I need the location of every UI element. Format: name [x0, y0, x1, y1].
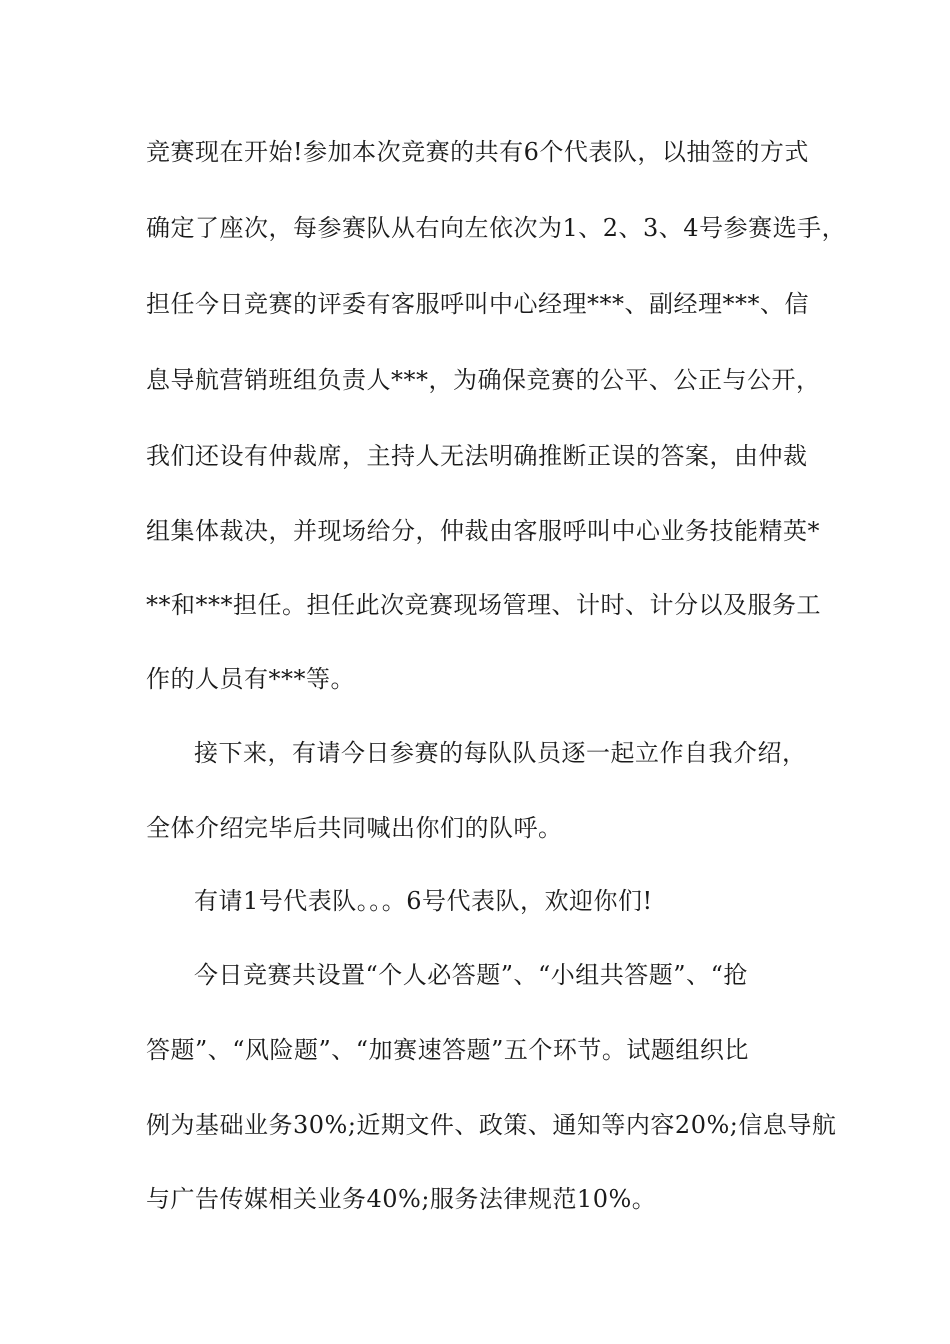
text-line: 与广告传媒相关业务40%;服务法律规范10%。: [146, 1185, 657, 1213]
text-line: 答题”、“风险题”、“加赛速答题”五个环节。试题组织比: [146, 1036, 749, 1064]
text-line: 竞赛现在开始!参加本次竞赛的共有6个代表队，以抽签的方式: [146, 138, 809, 166]
text-line: 组集体裁决，并现场给分，仲裁由客服呼叫中心业务技能精英*: [146, 517, 820, 545]
text-line: 例为基础业务30%;近期文件、政策、通知等内容20%;信息导航: [146, 1111, 837, 1139]
paragraph-first-line: 今日竞赛共设置“个人必答题”、“小组共答题”、“抢: [194, 961, 748, 989]
text-line: 确定了座次，每参赛队从右向左依次为1、2、3、4号参赛选手，: [146, 214, 847, 242]
text-line: 作的人员有***等。: [146, 665, 355, 693]
text-line: 全体介绍完毕后共同喊出你们的队呼。: [146, 814, 563, 842]
paragraph-first-line: 接下来，有请今日参赛的每队队员逐一起立作自我介绍，: [194, 739, 807, 767]
paragraph-first-line: 有请1号代表队。。。6号代表队，欢迎你们!: [194, 887, 653, 915]
text-line: 息导航营销班组负责人***，为确保竞赛的公平、公正与公开，: [146, 366, 821, 394]
text-line: 担任今日竞赛的评委有客服呼叫中心经理***、副经理***、信: [146, 290, 809, 318]
text-line: **和***担任。担任此次竞赛现场管理、计时、计分以及服务工: [146, 591, 821, 619]
text-line: 我们还设有仲裁席，主持人无法明确推断正误的答案，由仲裁: [146, 442, 808, 470]
